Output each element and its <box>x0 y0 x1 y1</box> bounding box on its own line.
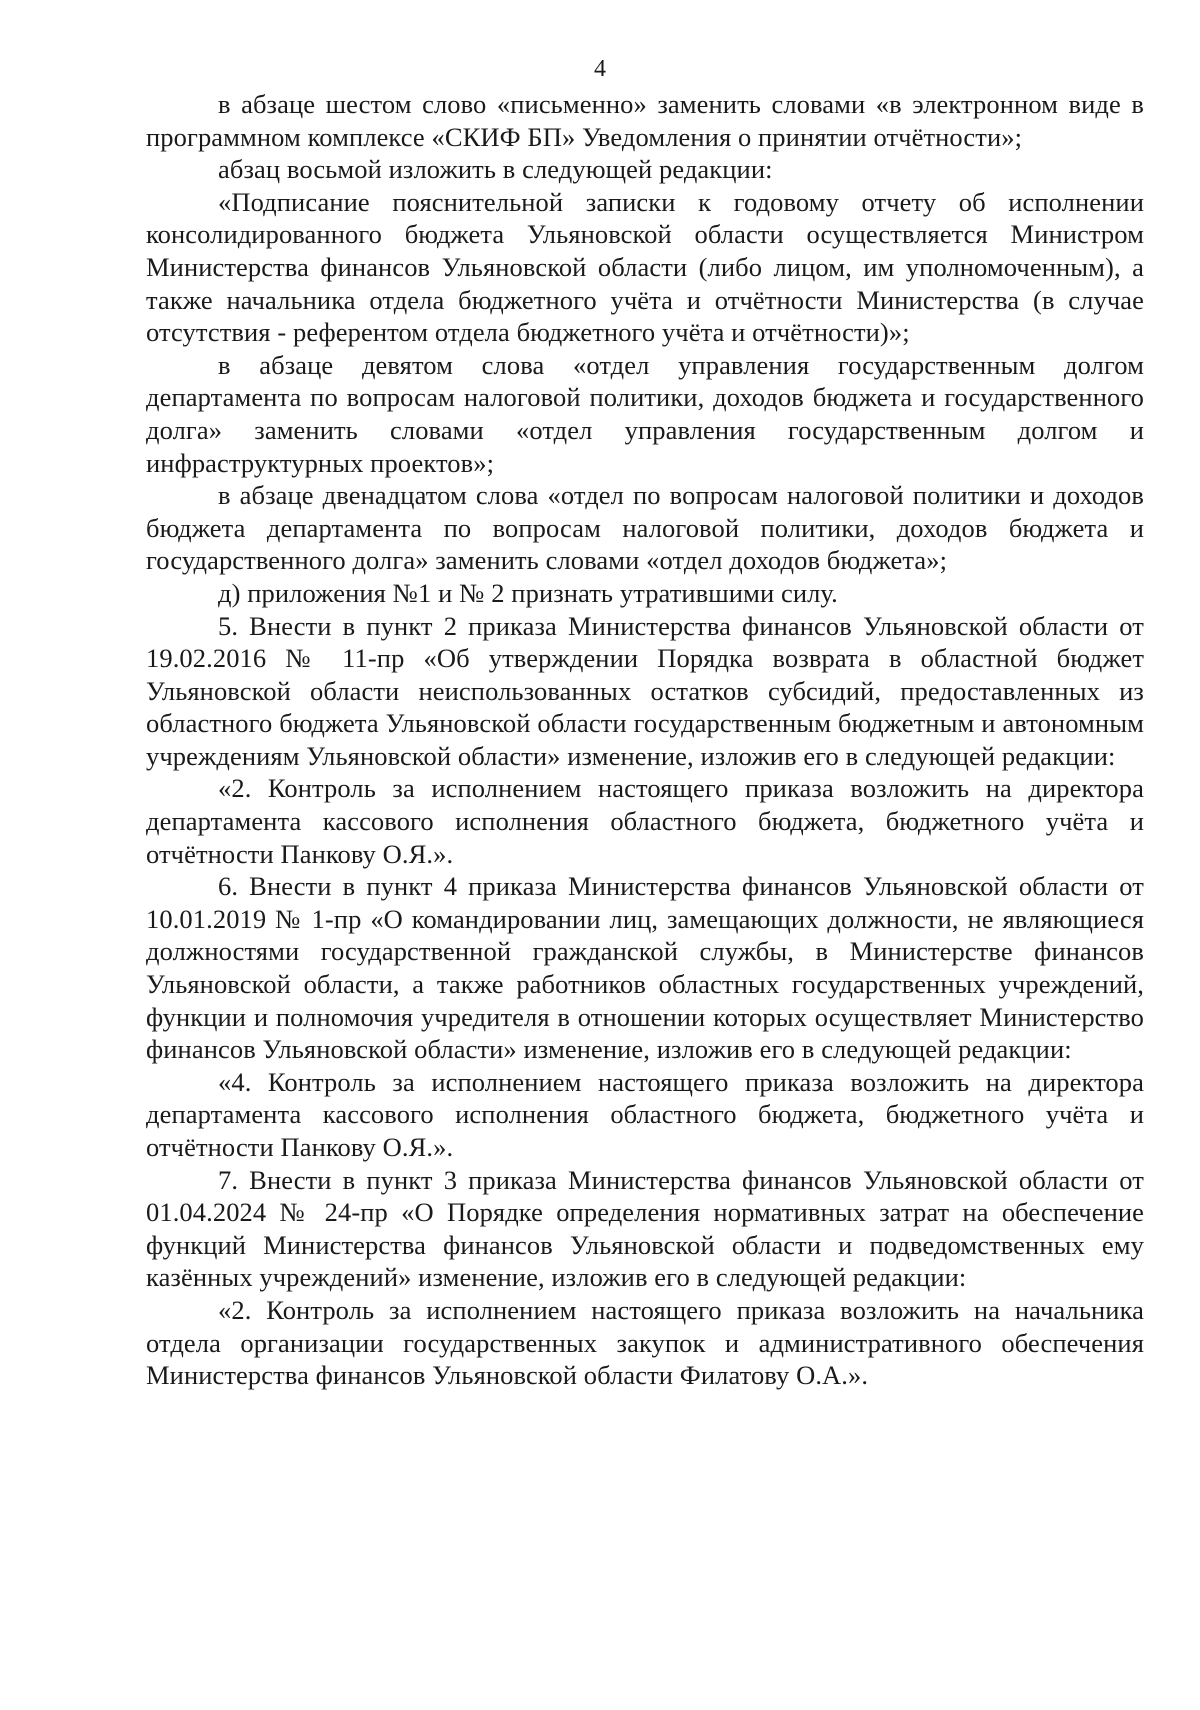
paragraph-2: абзац восьмой изложить в следующей редакции: <box>218 154 773 185</box>
paragraph-8: «2. Контроль за исполнением настоящего приказа возложить на директора департамента кассового исполнения областного бюджета, бюджетного учёта и отчётности Панкову О.Я.». <box>146 773 1144 869</box>
paragraph-11: 7. Внести в пункт 3 приказа Министерства финансов Ульяновской области от 01.04.2024 № 24-пр «О Порядке определения нормативных затрат на обеспечение функций Министерства финансов Ульяновской области и подведомственных ему казённых учреждений» изменение, изложив его в следующей редакции: <box>146 1164 1144 1293</box>
paragraph-7: 5. Внести в пункт 2 приказа Министерства финансов Ульяновской области от 19.02.2016 № 11-пр «Об утверждении Порядка возврата в областной бюджет Ульяновской области неиспользованных остатков субсидий, предоставленных из областного бюджета Ульяновской области государственным бюджетным и автономным учреждениям Ульяновской области» изменение, изложив его в следующей редакции: <box>146 610 1144 771</box>
paragraph-10: «4. Контроль за исполнением настоящего приказа возложить на директора департамента кассового исполнения областного бюджета, бюджетного учёта и отчётности Панкову О.Я.». <box>146 1066 1144 1162</box>
document-body <box>146 88 1144 1392</box>
paragraph-1: в абзаце шестом слово «письменно» заменить словами «в электронном виде в программном комплексе «СКИФ БП» Уведомления о принятии отчётности»; <box>146 89 1144 152</box>
page-number: 4 <box>594 56 606 82</box>
paragraph-6: д) приложения №1 и № 2 признать утратившими силу. <box>218 577 838 608</box>
paragraph-9: 6. Внести в пункт 4 приказа Министерства финансов Ульяновской области от 10.01.2019 № 1-пр «О командировании лиц, замещающих должности, не являющиеся должностями государственной гражданской службы, в Министерстве финансов Ульяновской области, а также работников областных государственных учреждений, функции и полномочия учредителя в отношении которых осуществляет Министерство финансов Ульяновской области» изменение, изложив его в следующей редакции: <box>146 871 1144 1065</box>
paragraph-3: «Подписание пояснительной записки к годовому отчету об исполнении консолидированного бюджета Ульяновской области осуществляется Министром Министерства финансов Ульяновской области (либо лицом, им уполномоченным), а также начальника отдела бюджетного учёта и отчётности Министерства (в случае отсутствия - референтом отдела бюджетного учёта и отчётности)»; <box>146 186 1144 348</box>
paragraph-5: в абзаце двенадцатом слова «отдел по вопросам налоговой политики и доходов бюджета департамента по вопросам налоговой политики, доходов бюджета и государственного долга» заменить словами «отдел доходов бюджета»; <box>146 480 1144 576</box>
paragraph-12: «2. Контроль за исполнением настоящего приказа возложить на начальника отдела организации государственных закупок и административного обеспечения Министерства финансов Ульяновской области Филатову О.А.». <box>146 1294 1144 1391</box>
paragraph-4: в абзаце девятом слова «отдел управления государственным долгом департамента по вопросам налоговой политики, доходов бюджета и государственного долга» заменить словами «отдел управления государственным долгом и инфраструктурных проектов»; <box>146 349 1144 478</box>
